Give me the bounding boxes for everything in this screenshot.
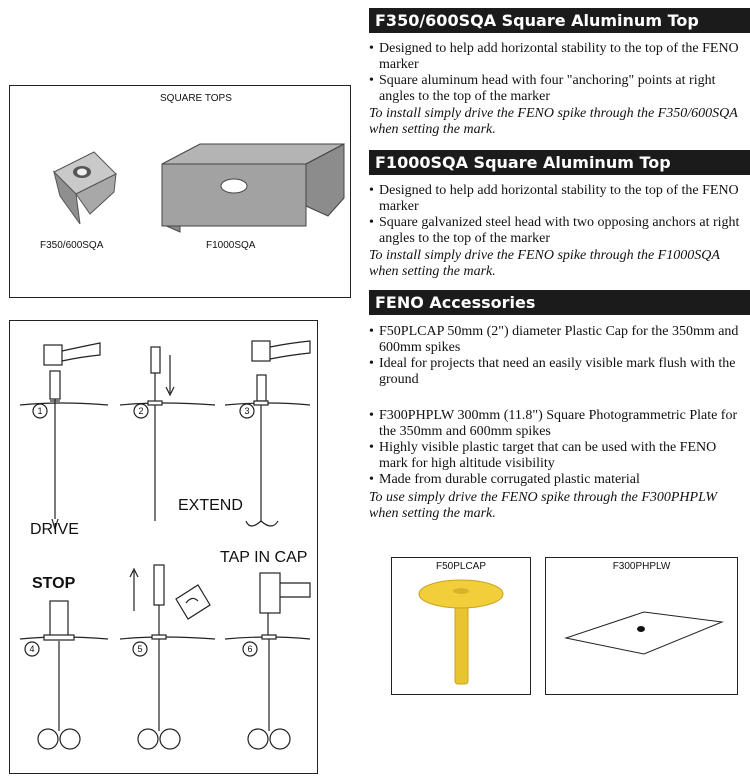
bullet-item: • Designed to help add horizontal stability to the top of the FENO marker: [369, 183, 745, 215]
section-heading-f1000: F1000SQA Square Aluminum Top: [369, 150, 750, 175]
plastic-cap-image: [392, 558, 532, 696]
bullet-item: • Square galvanized steel head with two opposing anchors at right angles to the top of the marker: [369, 215, 745, 247]
step-6-tap-in-cap: [243, 573, 310, 749]
section-note-f1000: To install simply drive the FENO spike through the F1000SQA when setting the mark.: [369, 248, 720, 279]
label-extend: EXTEND: [178, 497, 243, 514]
section-heading-f350: F350/600SQA Square Aluminum Top: [369, 8, 750, 33]
step-number-5: 5: [137, 644, 143, 654]
plate-product-panel: [545, 557, 738, 695]
label-tap-in-cap: TAP IN CAP: [220, 549, 308, 566]
section-bullets-f350: [369, 41, 745, 105]
bullet-item: • Square aluminum head with four "anchoring" points at right angles to the top of the marker: [369, 73, 745, 105]
section-bullets-accessories-b: [369, 408, 745, 488]
step-2-insert: [134, 347, 174, 521]
f1000-square-top-image: [162, 144, 344, 232]
label-stop: STOP: [32, 575, 76, 592]
step-5-remove: [130, 565, 210, 749]
install-steps-illustration: [10, 321, 319, 775]
section-bullets-f1000: [369, 183, 745, 247]
install-steps-panel: [9, 320, 318, 774]
cap-caption: F50PLCAP: [435, 561, 487, 572]
step-4-stop: [25, 601, 80, 749]
step-3-tap: [240, 341, 310, 526]
section-bullets-accessories-a: [369, 324, 745, 388]
step-number-2: 2: [138, 406, 144, 416]
step-number-3: 3: [244, 406, 250, 416]
step-number-4: 4: [29, 644, 35, 654]
photogrammetric-plate-image: [546, 558, 739, 696]
section-heading-accessories: FENO Accessories: [369, 290, 750, 315]
bullet-item: • F300PHPLW 300mm (11.8") Square Photogrammetric Plate for the 350mm and 600mm spikes: [369, 408, 745, 440]
step-1-drive: [33, 343, 100, 529]
step-number-1: 1: [37, 406, 43, 416]
plate-caption: F300PHPLW: [612, 561, 671, 572]
square-tops-panel: [9, 85, 351, 298]
square-tops-illustration: [10, 86, 352, 299]
cap-product-panel: [391, 557, 531, 695]
section-note-f350: To install simply drive the FENO spike through the F350/600SQA when setting the mark.: [369, 106, 738, 137]
section-note-accessories: To use simply drive the FENO spike through the F300PHPLW when setting the mark.: [369, 490, 718, 521]
label-drive: DRIVE: [30, 521, 79, 538]
bullet-item: • Highly visible plastic target that can be used with the FENO mark for high altitude visibility: [369, 440, 745, 472]
bullet-item: • Made from durable corrugated plastic material: [369, 472, 745, 488]
bullet-item: • F50PLCAP 50mm (2") diameter Plastic Cap for the 350mm and 600mm spikes: [369, 324, 745, 356]
bullet-item: • Designed to help add horizontal stability to the top of the FENO marker: [369, 41, 745, 73]
f1000-caption: F1000SQA: [206, 240, 256, 251]
bullet-item: • Ideal for projects that need an easily visible mark flush with the ground: [369, 356, 745, 388]
f350-caption: F350/600SQA: [40, 240, 104, 251]
step-number-6: 6: [247, 644, 253, 654]
f350-square-top-image: [54, 152, 116, 224]
square-tops-title: SQUARE TOPS: [160, 93, 232, 104]
